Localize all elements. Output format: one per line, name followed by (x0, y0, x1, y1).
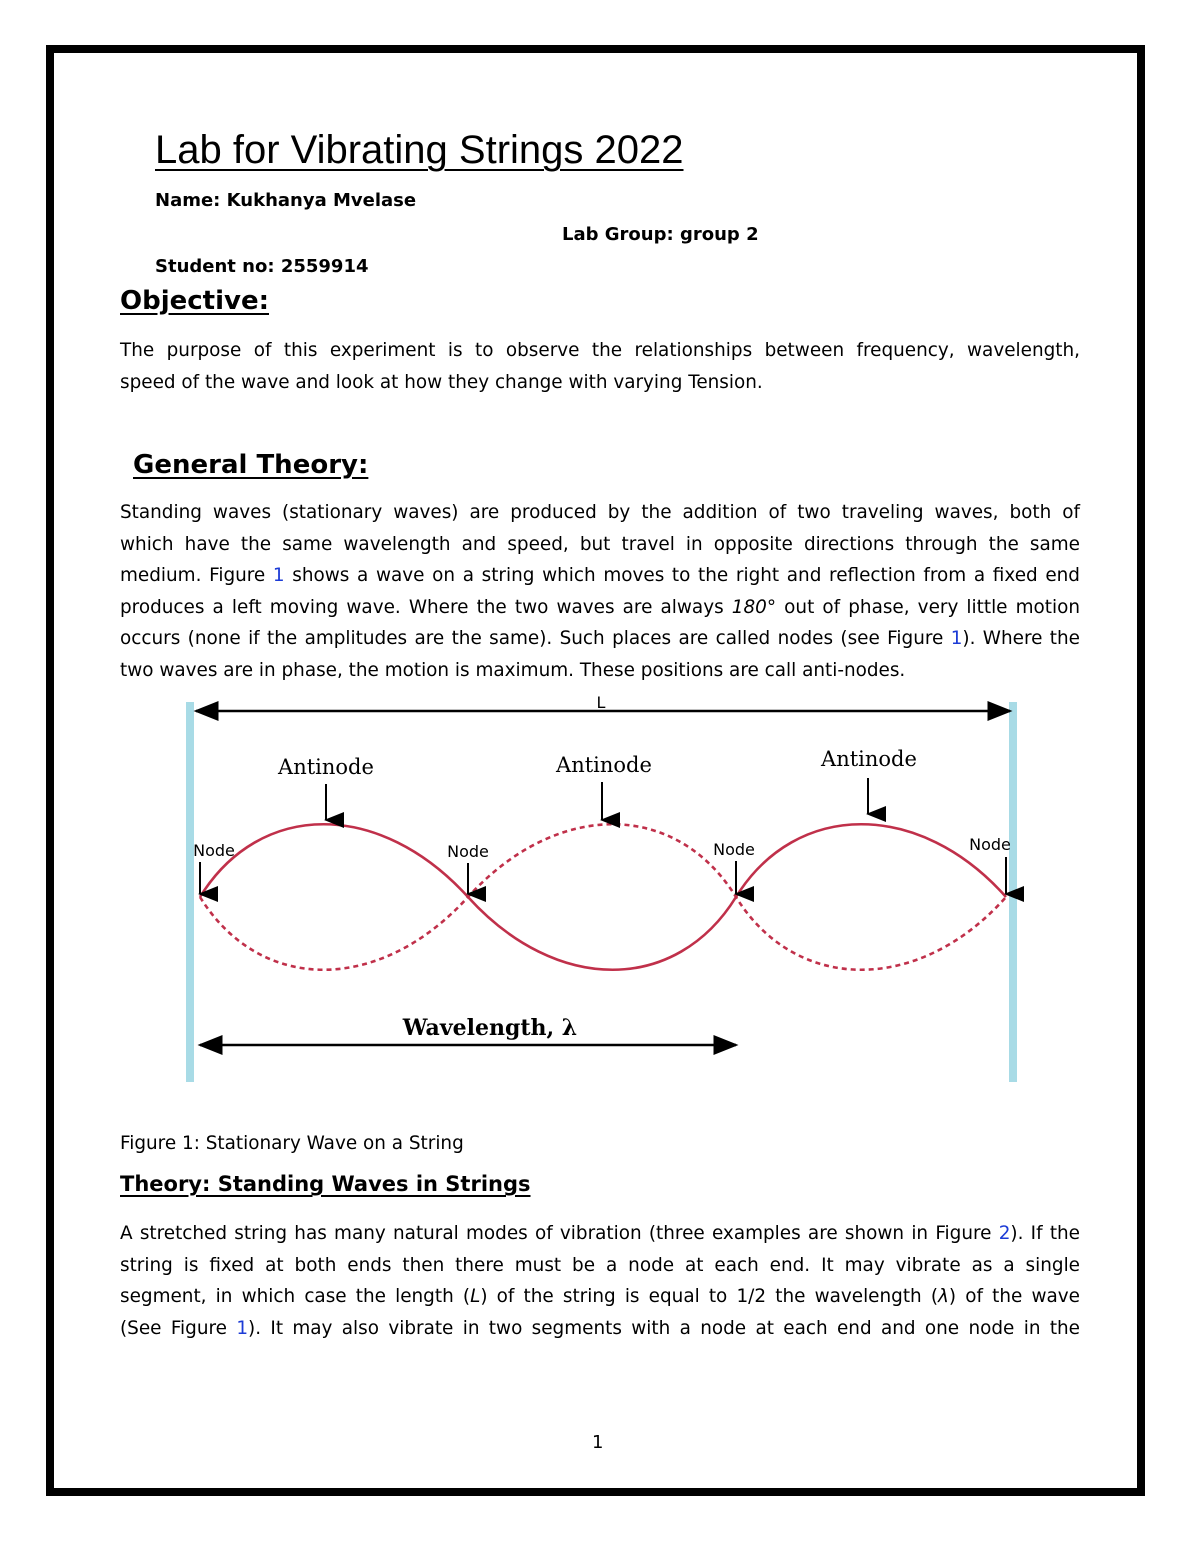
antinode-label-2: Antinode (556, 753, 652, 777)
solid-wave (200, 824, 1006, 970)
ts-line-4 (120, 1313, 1080, 1345)
objective-paragraph (120, 335, 1080, 398)
gt-line-3 (120, 560, 1080, 592)
student-number (155, 256, 369, 277)
name-value: Kukhanya Mvelase (226, 190, 417, 211)
gt-line-3-text-b: shows a wave on a string which moves to the right and reflection from a fixed end (284, 565, 1080, 587)
dashed-wave (200, 824, 1006, 970)
figure-1-reference[interactable]: 1 (272, 565, 285, 587)
objective-heading: Objective: (120, 286, 269, 316)
group-value: group 2 (679, 224, 759, 245)
ts-line-1-text-a: A stretched string has many natural modes of vibration (three examples are shown in Figure (120, 1223, 999, 1244)
lab-group (562, 224, 759, 245)
student-value: 2559914 (280, 256, 369, 277)
student-label: Student no: (155, 256, 275, 277)
phase-degrees: 180 (731, 596, 767, 618)
left-wall (186, 702, 194, 1082)
figure-1-reference[interactable]: 1 (950, 628, 963, 650)
degree-symbol: ° (766, 596, 777, 618)
ts-line-1 (120, 1218, 1080, 1250)
group-label: Lab Group: (562, 224, 674, 245)
ts-line-3-text-c: ) of the wave (948, 1286, 1080, 1308)
ts-line-3 (120, 1281, 1080, 1313)
ts-line-3-text-b: ) of the string is equal to 1/2 the wavelength ( (480, 1286, 939, 1308)
gt-line-1: Standing waves (stationary waves) are produced by the addition of two traveling waves, both of (120, 502, 1080, 523)
general-theory-paragraph (120, 497, 1080, 687)
general-theory-heading: General Theory: (133, 450, 369, 480)
antinode-label-3: Antinode (821, 747, 917, 771)
node-label-4: Node (969, 835, 1011, 854)
gt-line-4 (120, 592, 1080, 624)
page-title: Lab for Vibrating Strings 2022 (155, 128, 684, 172)
node-label-1: Node (193, 841, 235, 860)
gt-line-5-text-b: ). Where the (962, 628, 1080, 650)
right-wall (1009, 702, 1017, 1082)
objective-line-1: The purpose of this experiment is to observe the relationships between frequency, wavelength, (120, 340, 1080, 361)
antinode-label-1: Antinode (278, 755, 374, 779)
gt-line-5 (120, 623, 1080, 655)
gt-line-6: two waves are in phase, the motion is maximum. These positions are call anti-nodes. (120, 659, 906, 681)
figure-1-reference[interactable]: 1 (236, 1317, 249, 1339)
ts-line-4-text-a: (See Figure (120, 1317, 237, 1339)
length-label: L (596, 693, 606, 712)
page-number: 1 (592, 1432, 604, 1453)
node-label-3: Node (713, 840, 755, 859)
ts-line-3-text-a: segment, in which case the length ( (120, 1286, 471, 1308)
standing-wave-figure (180, 690, 1025, 1090)
gt-line-4-text-a: produces a left moving wave. Where the two waves are always (120, 596, 732, 618)
gt-line-2: which have the same wavelength and speed, but travel in opposite directions through the same (120, 533, 1080, 555)
lambda-symbol: λ (938, 1286, 949, 1308)
name-label: Name: (155, 190, 221, 211)
figure-2-reference[interactable]: 2 (998, 1223, 1011, 1244)
student-name (155, 190, 416, 211)
length-symbol: L (470, 1286, 481, 1308)
theory-strings-heading: Theory: Standing Waves in Strings (120, 1172, 531, 1196)
node-label-2: Node (447, 842, 489, 861)
gt-line-3-text-a: medium. Figure (120, 565, 273, 587)
gt-line-5-text-a: occurs (none if the amplitudes are the same). Such places are called nodes (see Figure (120, 628, 951, 650)
ts-line-2: string is fixed at both ends then there must be a node at each end. It may vibrate as a single (120, 1254, 1080, 1276)
gt-line-4-text-b: out of phase, very little motion (776, 596, 1080, 618)
objective-line-2: speed of the wave and look at how they change with varying Tension. (120, 371, 763, 393)
theory-strings-paragraph (120, 1218, 1080, 1344)
ts-line-4-text-b: ). It may also vibrate in two segments with a node at each end and one node in the (248, 1317, 1080, 1339)
wavelength-label: Wavelength, λ (402, 1015, 578, 1041)
figure-1-caption: Figure 1: Stationary Wave on a String (120, 1133, 464, 1154)
ts-line-1-text-b: ). If the (1010, 1223, 1080, 1244)
